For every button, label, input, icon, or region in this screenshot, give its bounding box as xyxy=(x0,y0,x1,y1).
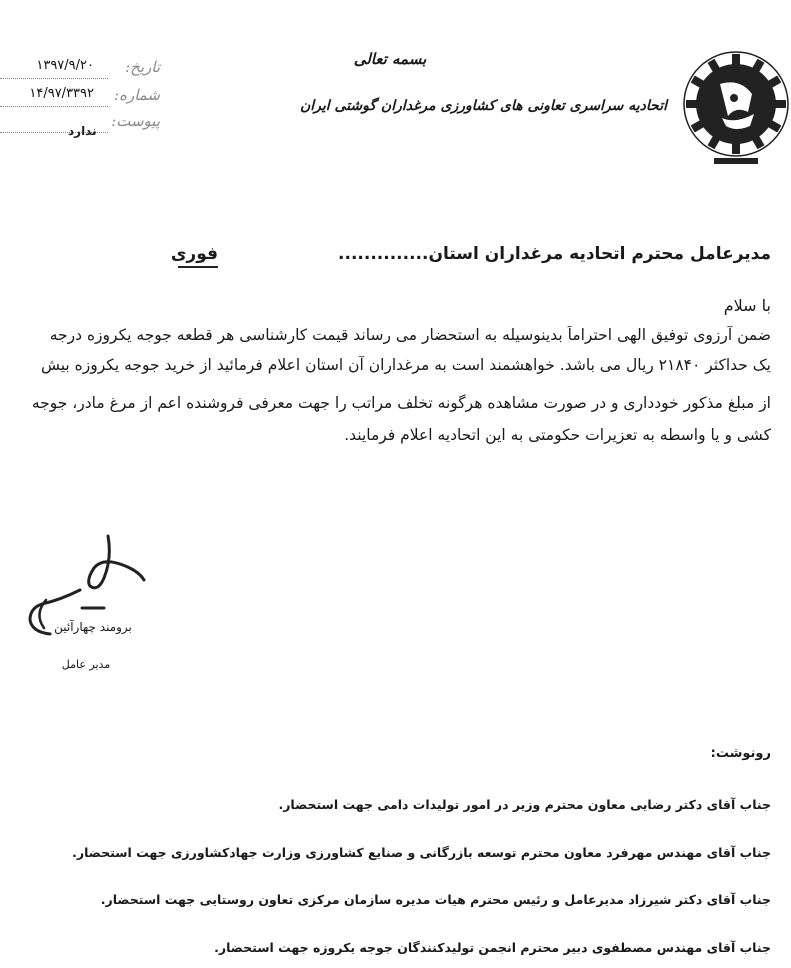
number-label: شماره: xyxy=(114,86,160,104)
cc-item: جناب آقای دکتر شیرزاد مدیرعامل و رئیس محترم هیات مدیره سازمان مرکزی تعاون روستایی جهت استحضار. xyxy=(100,892,771,907)
date-dots xyxy=(0,78,108,79)
body-line-4: کشی و یا واسطه به تعزیرات حکومتی به این اتحادیه اعلام فرمایند. xyxy=(344,426,771,444)
greeting: با سلام xyxy=(723,296,771,315)
cc-item: جناب آقای مهندس مصطفوی دبیر محترم انجمن تولیدکنندگان جوجه یکروزه جهت استحضار. xyxy=(214,940,771,955)
number-dots xyxy=(0,106,108,107)
recipient-line: مدیرعامل محترم اتحادیه مرغداران استان.............. xyxy=(338,244,771,264)
body-line-1: ضمن آرزوی توفیق الهی احتراماً بدینوسیله به استحضار می رساند قیمت کارشناسی هر قطعه جوجه یکروزه درجه xyxy=(49,326,771,344)
attachment-label: پیوست: xyxy=(111,112,160,130)
date-value: ۱۳۹۷/۹/۲۰ xyxy=(36,58,94,73)
cc-heading: رونوشت: xyxy=(710,746,771,761)
date-row xyxy=(0,58,160,82)
cc-item: جناب آقای مهندس مهرفرد معاون محترم توسعه بازرگانی و صنایع کشاورزی وزارت جهادکشاورزی جهت استحضار. xyxy=(72,845,771,860)
attachment-value: ندارد xyxy=(68,124,97,138)
number-row xyxy=(0,86,160,110)
body-line-2: یک حداکثر ۲۱۸۴۰ ریال می باشد. خواهشمند است به مرغداران آن استان اعلام فرمائید از خرید جوجه یکروزه بیش xyxy=(40,356,771,374)
signer-name: برومند چهارآئین xyxy=(54,620,132,634)
basmala: بسمه تعالی xyxy=(353,50,427,68)
signer-title: مدیر عامل xyxy=(61,658,111,671)
urgent-label: فوری xyxy=(178,244,218,268)
date-label: تاریخ: xyxy=(125,58,160,76)
cc-item: جناب آقای دکتر رضایی معاون محترم وزیر در امور تولیدات دامی جهت استحضار. xyxy=(278,797,771,812)
organization-name: اتحادیه سراسری تعاونی های کشاورزی مرغداران گوشتی ایران xyxy=(299,98,667,114)
body-line-3: از مبلغ مذکور خودداری و در صورت مشاهده هرگونه تخلف مراتب را جهت معرفی فروشنده اعم از مرغ مادر، جوجه xyxy=(31,394,771,412)
organization-logo-icon xyxy=(680,40,791,170)
number-value: ۱۴/۹۷/۳۳۹۲ xyxy=(29,86,94,101)
